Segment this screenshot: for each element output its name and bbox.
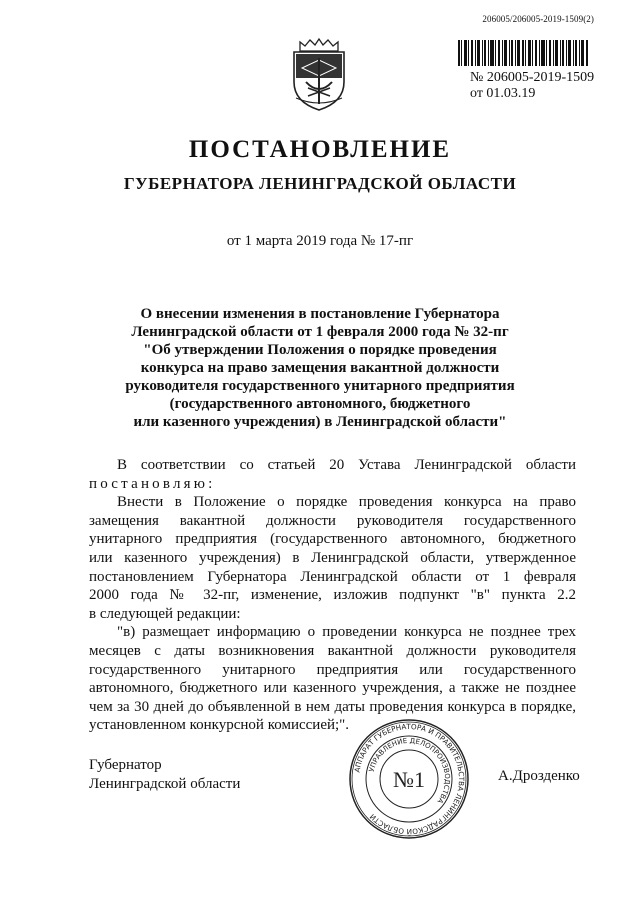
document-body [89,456,576,735]
signatory-title [89,756,240,794]
body-line: постановлением Губернатора Ленинградской области от 1 февраля [89,568,576,585]
seal-inner-text: УПРАВЛЕНИЕ ДЕЛОПРОИЗВОДСТВА [367,736,452,805]
coat-of-arms-icon [288,38,350,112]
body-line: государственного унитарного предприятия или государственного [89,661,576,678]
heading-line: О внесении изменения в постановление Губернатора [140,306,500,322]
body-line: или казенного учреждения) в Ленинградской области, утвержденное [89,549,576,566]
document-heading [70,305,570,431]
heading-line: Ленинградской области от 1 февраля 2000 года № 32-пг [131,324,509,340]
signatory-name: А.Дрозденко [498,768,580,784]
document-title: ПОСТАНОВЛЕНИЕ [188,136,452,163]
body-line: установленном конкурсной комиссией;". [89,717,350,734]
seal-number: №1 [393,767,425,792]
registration-number: № 206005-2019-1509 [470,70,595,85]
heading-line: (государственного автономного, бюджетного [169,396,471,412]
signatory-title-line: Губернатор [89,757,162,773]
body-line: 2000 года № 32-пг, изменение, изложив подпункт "в" пункта 2.2 [89,587,576,604]
document-id: 206005/206005-2019-1509(2) [482,14,594,24]
body-resolve-word: постановляю: [89,475,216,492]
body-line: Внести в Положение о порядке проведения конкурса на право [117,494,576,511]
heading-line: или казенного учреждения) в Ленинградской области" [133,414,507,430]
registration-date: от 01.03.19 [470,86,536,101]
seal-outer-text: АППАРАТ ГУБЕРНАТОРА И ПРАВИТЕЛЬСТВА ЛЕНИНГРАДСКОЙ ОБЛАСТИ [352,721,467,837]
official-seal [348,718,470,840]
body-line: унитарного предприятия (государственного автономного, бюджетного [89,531,576,548]
body-line: "в) размещает информацию о проведении конкурса не позднее трех [117,624,576,641]
barcode-icon [458,40,588,66]
document-date-number: от 1 марта 2019 года № 17-пг [226,233,414,249]
body-line: замещения вакантной должности руководителя государственного [89,512,576,529]
body-line: автономного, бюджетного или казенного учреждения, а также не позднее [89,680,576,697]
heading-line: конкурса на право замещения вакантной должности [140,360,500,376]
document-subtitle: ГУБЕРНАТОРА ЛЕНИНГРАДСКОЙ ОБЛАСТИ [123,174,517,193]
body-line: в следующей редакции: [89,605,241,622]
heading-line: руководителя государственного унитарного предприятия [125,378,515,394]
body-line: чем за 30 дней до объявленной в нем даты проведения конкурса в порядке, [89,698,576,715]
body-paragraph-preamble: В соответствии со статьей 20 Устава Ленинградской области [117,457,576,473]
body-line: месяцев с даты возникновения вакантной должности руководителя [89,642,576,659]
heading-line: "Об утверждении Положения о порядке проведения [143,342,497,358]
signatory-title-line: Ленинградской области [89,776,241,792]
